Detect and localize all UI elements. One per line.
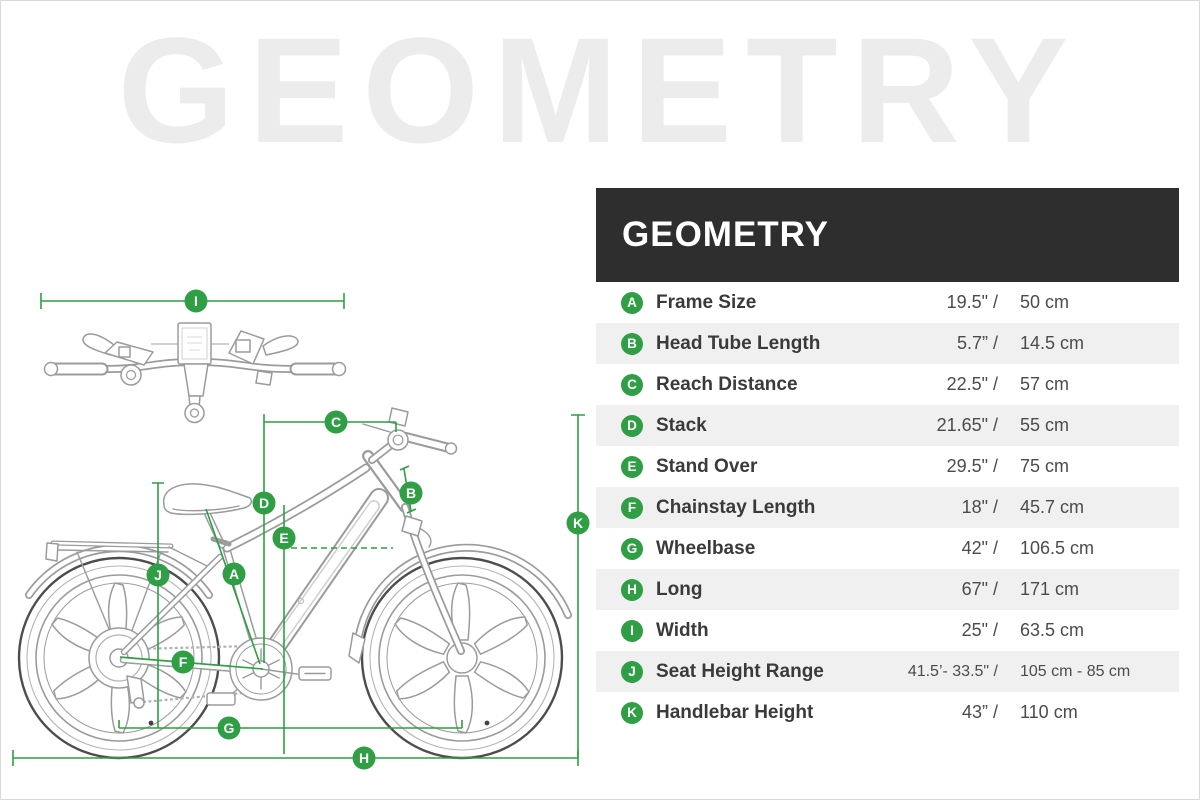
bike-geometry-diagram [1,281,601,800]
table-row-d [596,405,1179,446]
row-letter-badge: G [621,538,643,560]
svg-text:H: H [358,750,370,766]
right-shifter [229,331,298,385]
svg-text:G: G [223,720,235,736]
diagram-marker-j [147,564,170,587]
row-value-inches: 21.65" / [936,415,998,435]
geometry-table [596,282,1179,733]
table-row-g [596,528,1179,569]
row-value-cm: 57 cm [1020,374,1070,394]
diagram-marker-d [253,492,276,515]
fork-brake-mount [402,516,422,536]
row-label: Stand Over [656,455,758,477]
row-label: Frame Size [656,291,757,313]
row-value-inches: 43” / [961,702,998,722]
row-value-cm: 45.7 cm [1020,497,1085,517]
row-value-inches: 19.5" / [946,292,998,312]
row-value-cm: 63.5 cm [1020,620,1085,640]
svg-text:F: F [178,654,188,670]
row-value-inches: 41.5’- 33.5" / [907,662,998,680]
row-letter-badge: A [621,292,643,314]
table-row-b [596,323,1179,364]
row-letter-badge: D [621,415,643,437]
left-brake-lever [83,334,153,365]
row-letter-badge: I [621,620,643,642]
row-label: Long [656,578,703,600]
display-screen [178,323,211,364]
row-value-inches: 29.5" / [946,456,998,476]
table-row-j [596,651,1179,692]
front-valve [485,721,490,726]
cockpit-side [363,408,457,460]
handlebar-top-view [45,323,346,423]
svg-text:J: J [154,567,162,583]
svg-text:D: D [258,495,270,511]
diagram-marker-g [218,717,241,740]
diagram-marker-c [325,411,348,434]
row-label: Wheelbase [656,537,756,559]
row-value-inches: 18" / [961,497,998,517]
svg-text:A: A [228,566,240,582]
diagram-marker-f [172,651,195,674]
row-value-inches: 22.5" / [946,374,998,394]
row-letter-badge: F [621,497,643,519]
row-value-cm: 105 cm - 85 cm [1020,662,1131,680]
row-letter-badge: K [621,702,643,724]
diagram-marker-i [185,290,208,313]
panel-title: GEOMETRY [622,215,829,254]
svg-text:B: B [405,485,417,501]
right-grip [296,363,346,376]
svg-text:K: K [572,515,584,531]
row-label: Chainstay Length [656,496,816,518]
row-label: Handlebar Height [656,701,814,723]
row-value-cm: 14.5 cm [1020,333,1085,353]
row-letter-badge: E [621,456,643,478]
row-letter-badge: J [621,661,643,683]
row-letter-badge: H [621,579,643,601]
row-value-cm: 110 cm [1020,702,1078,722]
diagram-marker-h [353,747,376,770]
svg-text:E: E [279,530,289,546]
left-grip [45,363,103,376]
row-value-cm: 75 cm [1020,456,1070,476]
row-label: Stack [656,414,707,436]
table-row-h [596,569,1179,610]
row-value-inches: 5.7” / [956,333,998,353]
table-row-i [596,610,1179,651]
row-letter-badge: B [621,333,643,355]
row-letter-badge: C [621,374,643,396]
rear-valve [149,721,154,726]
bell-icon [121,365,141,385]
row-value-inches: 42" / [961,538,998,558]
bike-side-view [13,290,590,770]
row-value-cm: 106.5 cm [1020,538,1095,558]
watermark-title: GEOMETRY [117,6,1083,174]
table-row-k [596,692,1179,733]
svg-text:I: I [194,293,198,309]
diagram-marker-b [400,482,423,505]
row-label: Reach Distance [656,373,798,395]
svg-text:C: C [330,414,342,430]
row-label: Width [656,619,709,641]
row-value-inches: 25" / [961,620,998,640]
table-row-f [596,487,1179,528]
row-value-cm: 171 cm [1020,579,1080,599]
row-value-cm: 55 cm [1020,415,1070,435]
diagram-marker-e [273,527,296,550]
diagram-marker-k [567,512,590,535]
row-label: Head Tube Length [656,332,821,354]
geometry-panel [596,188,1179,733]
table-row-e [596,446,1179,487]
panel-header [596,188,1179,282]
stem-top-view [184,364,208,423]
table-row-a [596,282,1179,323]
row-label: Seat Height Range [656,660,824,682]
table-row-c [596,364,1179,405]
diagram-marker-a [223,563,246,586]
row-value-inches: 67" / [961,579,998,599]
row-value-cm: 50 cm [1020,292,1070,312]
